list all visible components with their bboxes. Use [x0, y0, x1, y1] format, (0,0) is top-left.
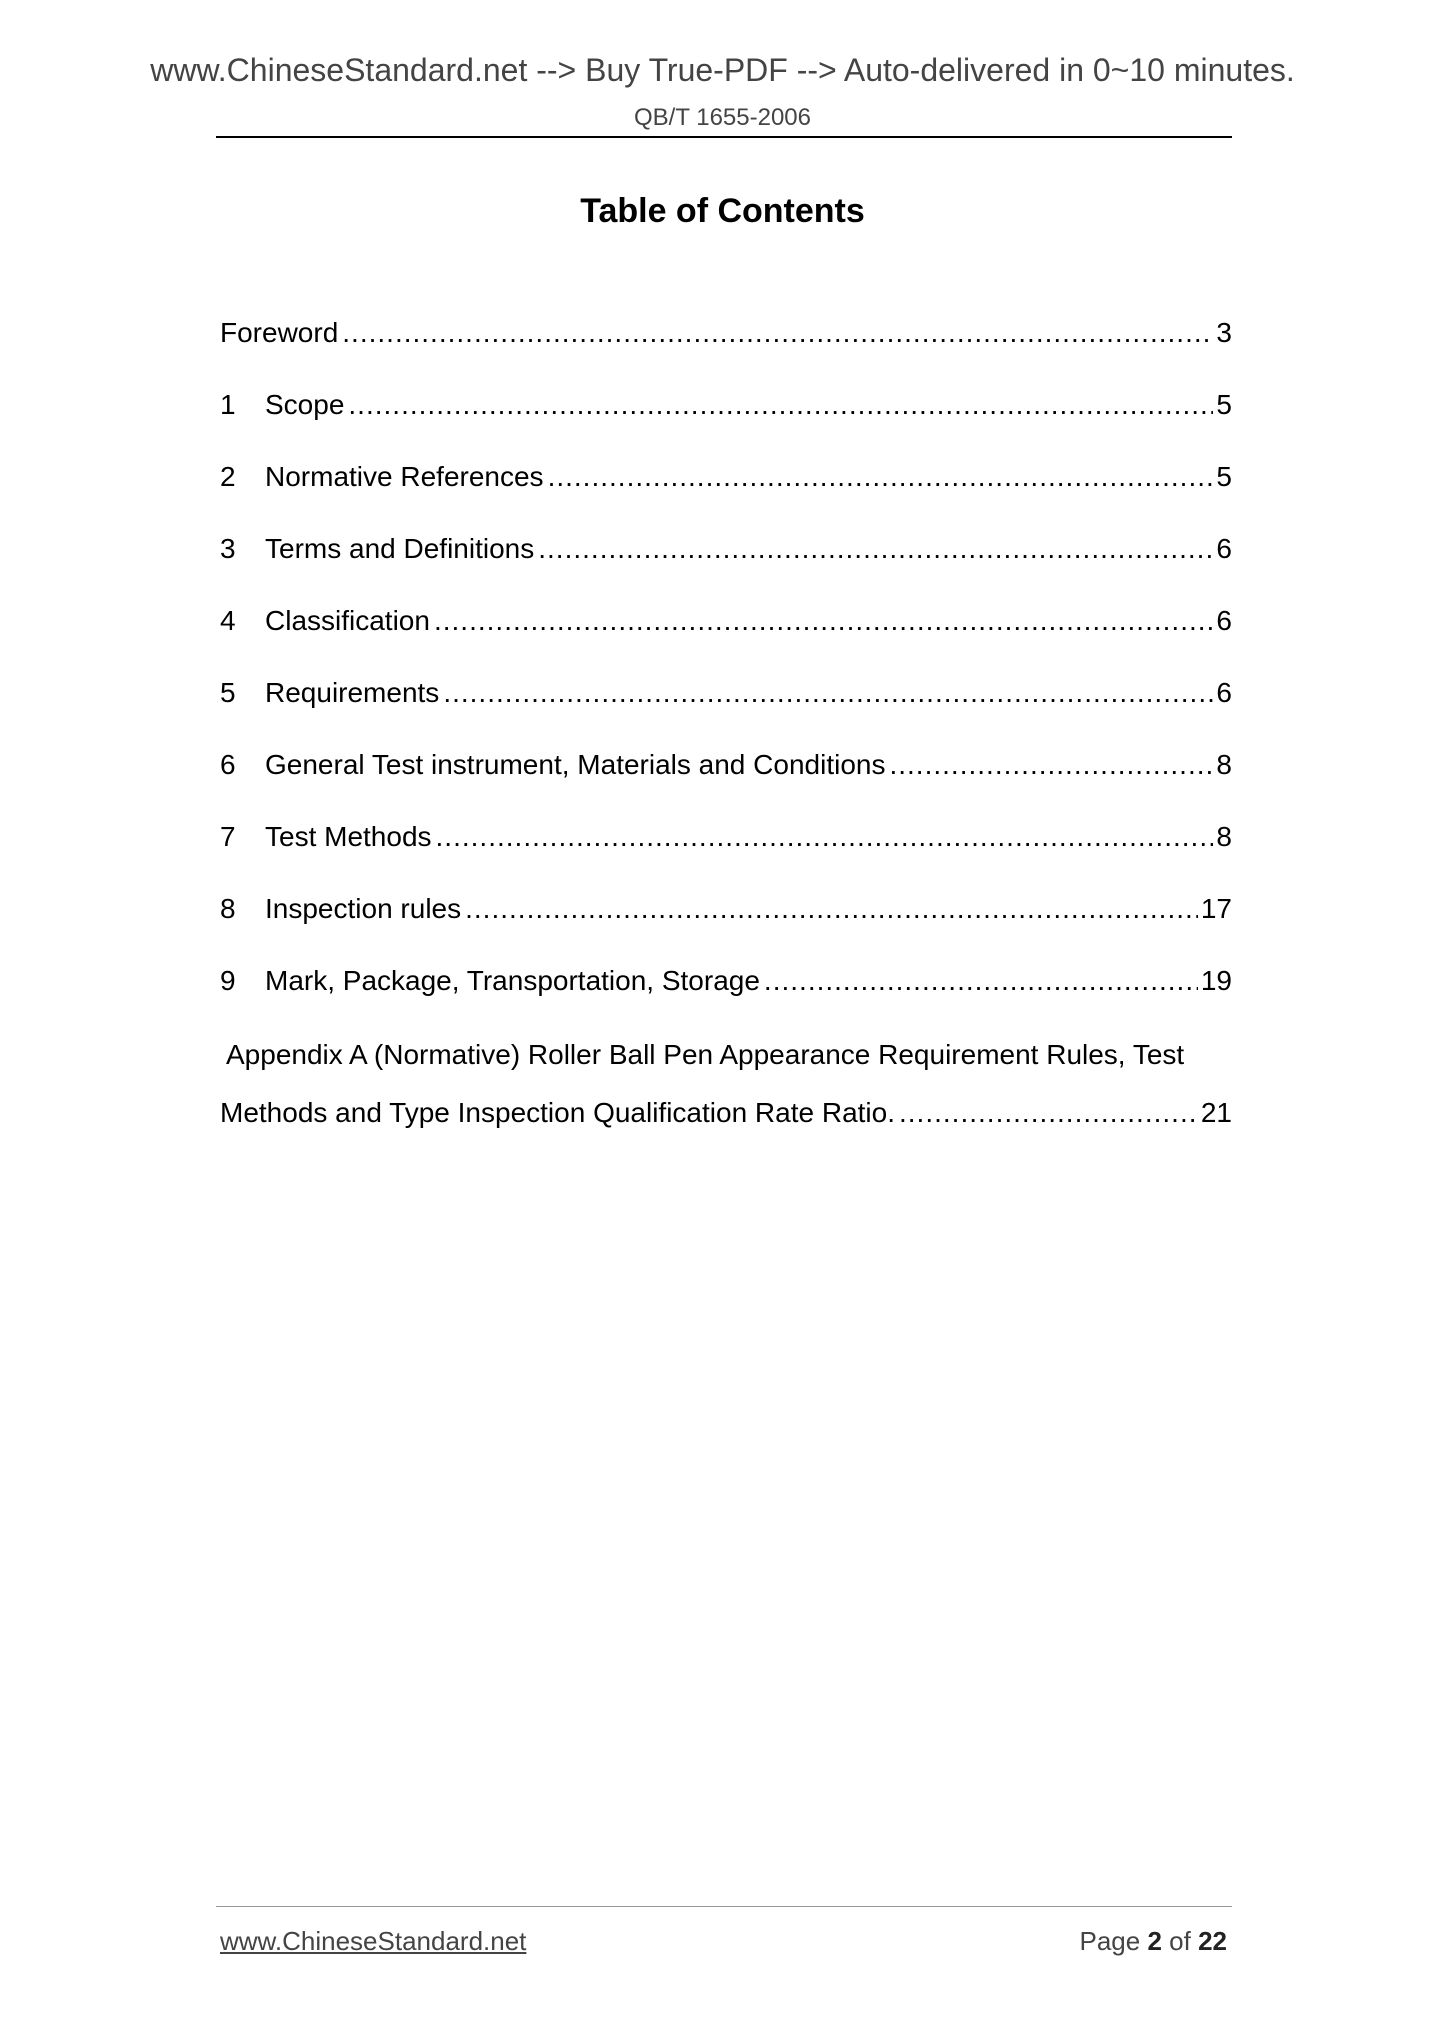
- toc-entry-appendix-a[interactable]: [220, 1035, 1232, 1133]
- toc-entry-label: Scope: [265, 389, 345, 420]
- toc-entry-number: 3: [220, 533, 236, 564]
- toc-leader-dots: [434, 601, 1213, 641]
- toc-entry-normative-references[interactable]: [220, 457, 1232, 529]
- toc-entry-page: 8: [1216, 821, 1232, 852]
- page-title: Table of Contents: [580, 192, 865, 230]
- toc-entry-number: 8: [220, 893, 236, 924]
- toc-entry-scope[interactable]: [220, 385, 1232, 457]
- toc-leader-dots: [348, 385, 1213, 425]
- standard-code: QB/T 1655-2006: [633, 104, 811, 131]
- toc-entry-foreword[interactable]: [220, 313, 1232, 385]
- total-pages: 22: [1198, 1926, 1227, 1956]
- toc-entry-number: 5: [220, 677, 236, 708]
- toc-entry-classification[interactable]: [220, 601, 1232, 673]
- appendix-title-line-1: Appendix A (Normative) Roller Ball Pen Appearance Requirement Rules, Test: [226, 1039, 1185, 1070]
- toc-entry-page: 19: [1200, 965, 1232, 996]
- header-divider: [216, 136, 1232, 138]
- toc-entry-terms-and-definitions[interactable]: [220, 529, 1232, 601]
- table-of-contents: [220, 313, 1232, 1133]
- toc-leader-dots: [436, 817, 1214, 857]
- page-number: [1079, 1928, 1227, 1954]
- toc-entry-label: Test Methods: [265, 821, 432, 852]
- footer-website-link[interactable]: www.ChineseStandard.net: [220, 1926, 527, 1956]
- current-page: 2: [1147, 1926, 1162, 1956]
- toc-entry-mark-package[interactable]: [220, 961, 1232, 1033]
- appendix-title-line-2: Methods and Type Inspection Qualification Rate Ratio.: [220, 1097, 895, 1128]
- toc-leader-dots: [342, 313, 1213, 353]
- source-banner: www.ChineseStandard.net --> Buy True-PDF --> Auto-delivered in 0~10 minutes.: [150, 52, 1295, 88]
- toc-entry-requirements[interactable]: [220, 673, 1232, 745]
- footer-divider: [216, 1906, 1232, 1907]
- toc-entry-general-test-instrument[interactable]: [220, 745, 1232, 817]
- toc-entry-page: 6: [1216, 533, 1232, 564]
- page-prefix: Page: [1079, 1926, 1141, 1956]
- toc-leader-dots: [889, 745, 1213, 785]
- toc-entry-label: General Test instrument, Materials and Conditions: [265, 749, 886, 780]
- toc-entry-label: Terms and Definitions: [265, 533, 535, 564]
- toc-entry-number: 9: [220, 965, 236, 996]
- toc-entry-number: 2: [220, 461, 236, 492]
- toc-leader-dots: [465, 889, 1198, 929]
- appendix-title-line-2-row: [220, 1093, 1232, 1133]
- toc-entry-label: Classification: [265, 605, 430, 636]
- toc-leader-dots: [538, 529, 1213, 569]
- toc-entry-label: Mark, Package, Transportation, Storage: [265, 965, 760, 996]
- toc-entry-page: 5: [1216, 461, 1232, 492]
- toc-entry-number: 4: [220, 605, 236, 636]
- toc-leader-dots: [548, 457, 1214, 497]
- toc-entry-inspection-rules[interactable]: [220, 889, 1232, 961]
- toc-entry-page: 6: [1216, 605, 1232, 636]
- toc-leader-dots: [899, 1093, 1198, 1133]
- toc-entry-label: Inspection rules: [265, 893, 462, 924]
- toc-leader-dots: [764, 961, 1198, 1001]
- toc-entry-number: 7: [220, 821, 236, 852]
- toc-entry-page: 17: [1200, 893, 1232, 924]
- toc-entry-label: Requirements: [265, 677, 440, 708]
- toc-entry-page: 5: [1216, 389, 1232, 420]
- toc-entry-page: 8: [1216, 749, 1232, 780]
- toc-entry-page: 6: [1216, 677, 1232, 708]
- page-of: of: [1169, 1926, 1191, 1956]
- toc-entry-label: Foreword: [220, 317, 339, 348]
- toc-entry-number: 1: [220, 389, 236, 420]
- toc-entry-page: 21: [1200, 1097, 1232, 1128]
- toc-leader-dots: [443, 673, 1213, 713]
- toc-entry-label: Normative References: [265, 461, 544, 492]
- toc-entry-number: 6: [220, 749, 236, 780]
- toc-entry-page: 3: [1216, 317, 1232, 348]
- toc-entry-test-methods[interactable]: [220, 817, 1232, 889]
